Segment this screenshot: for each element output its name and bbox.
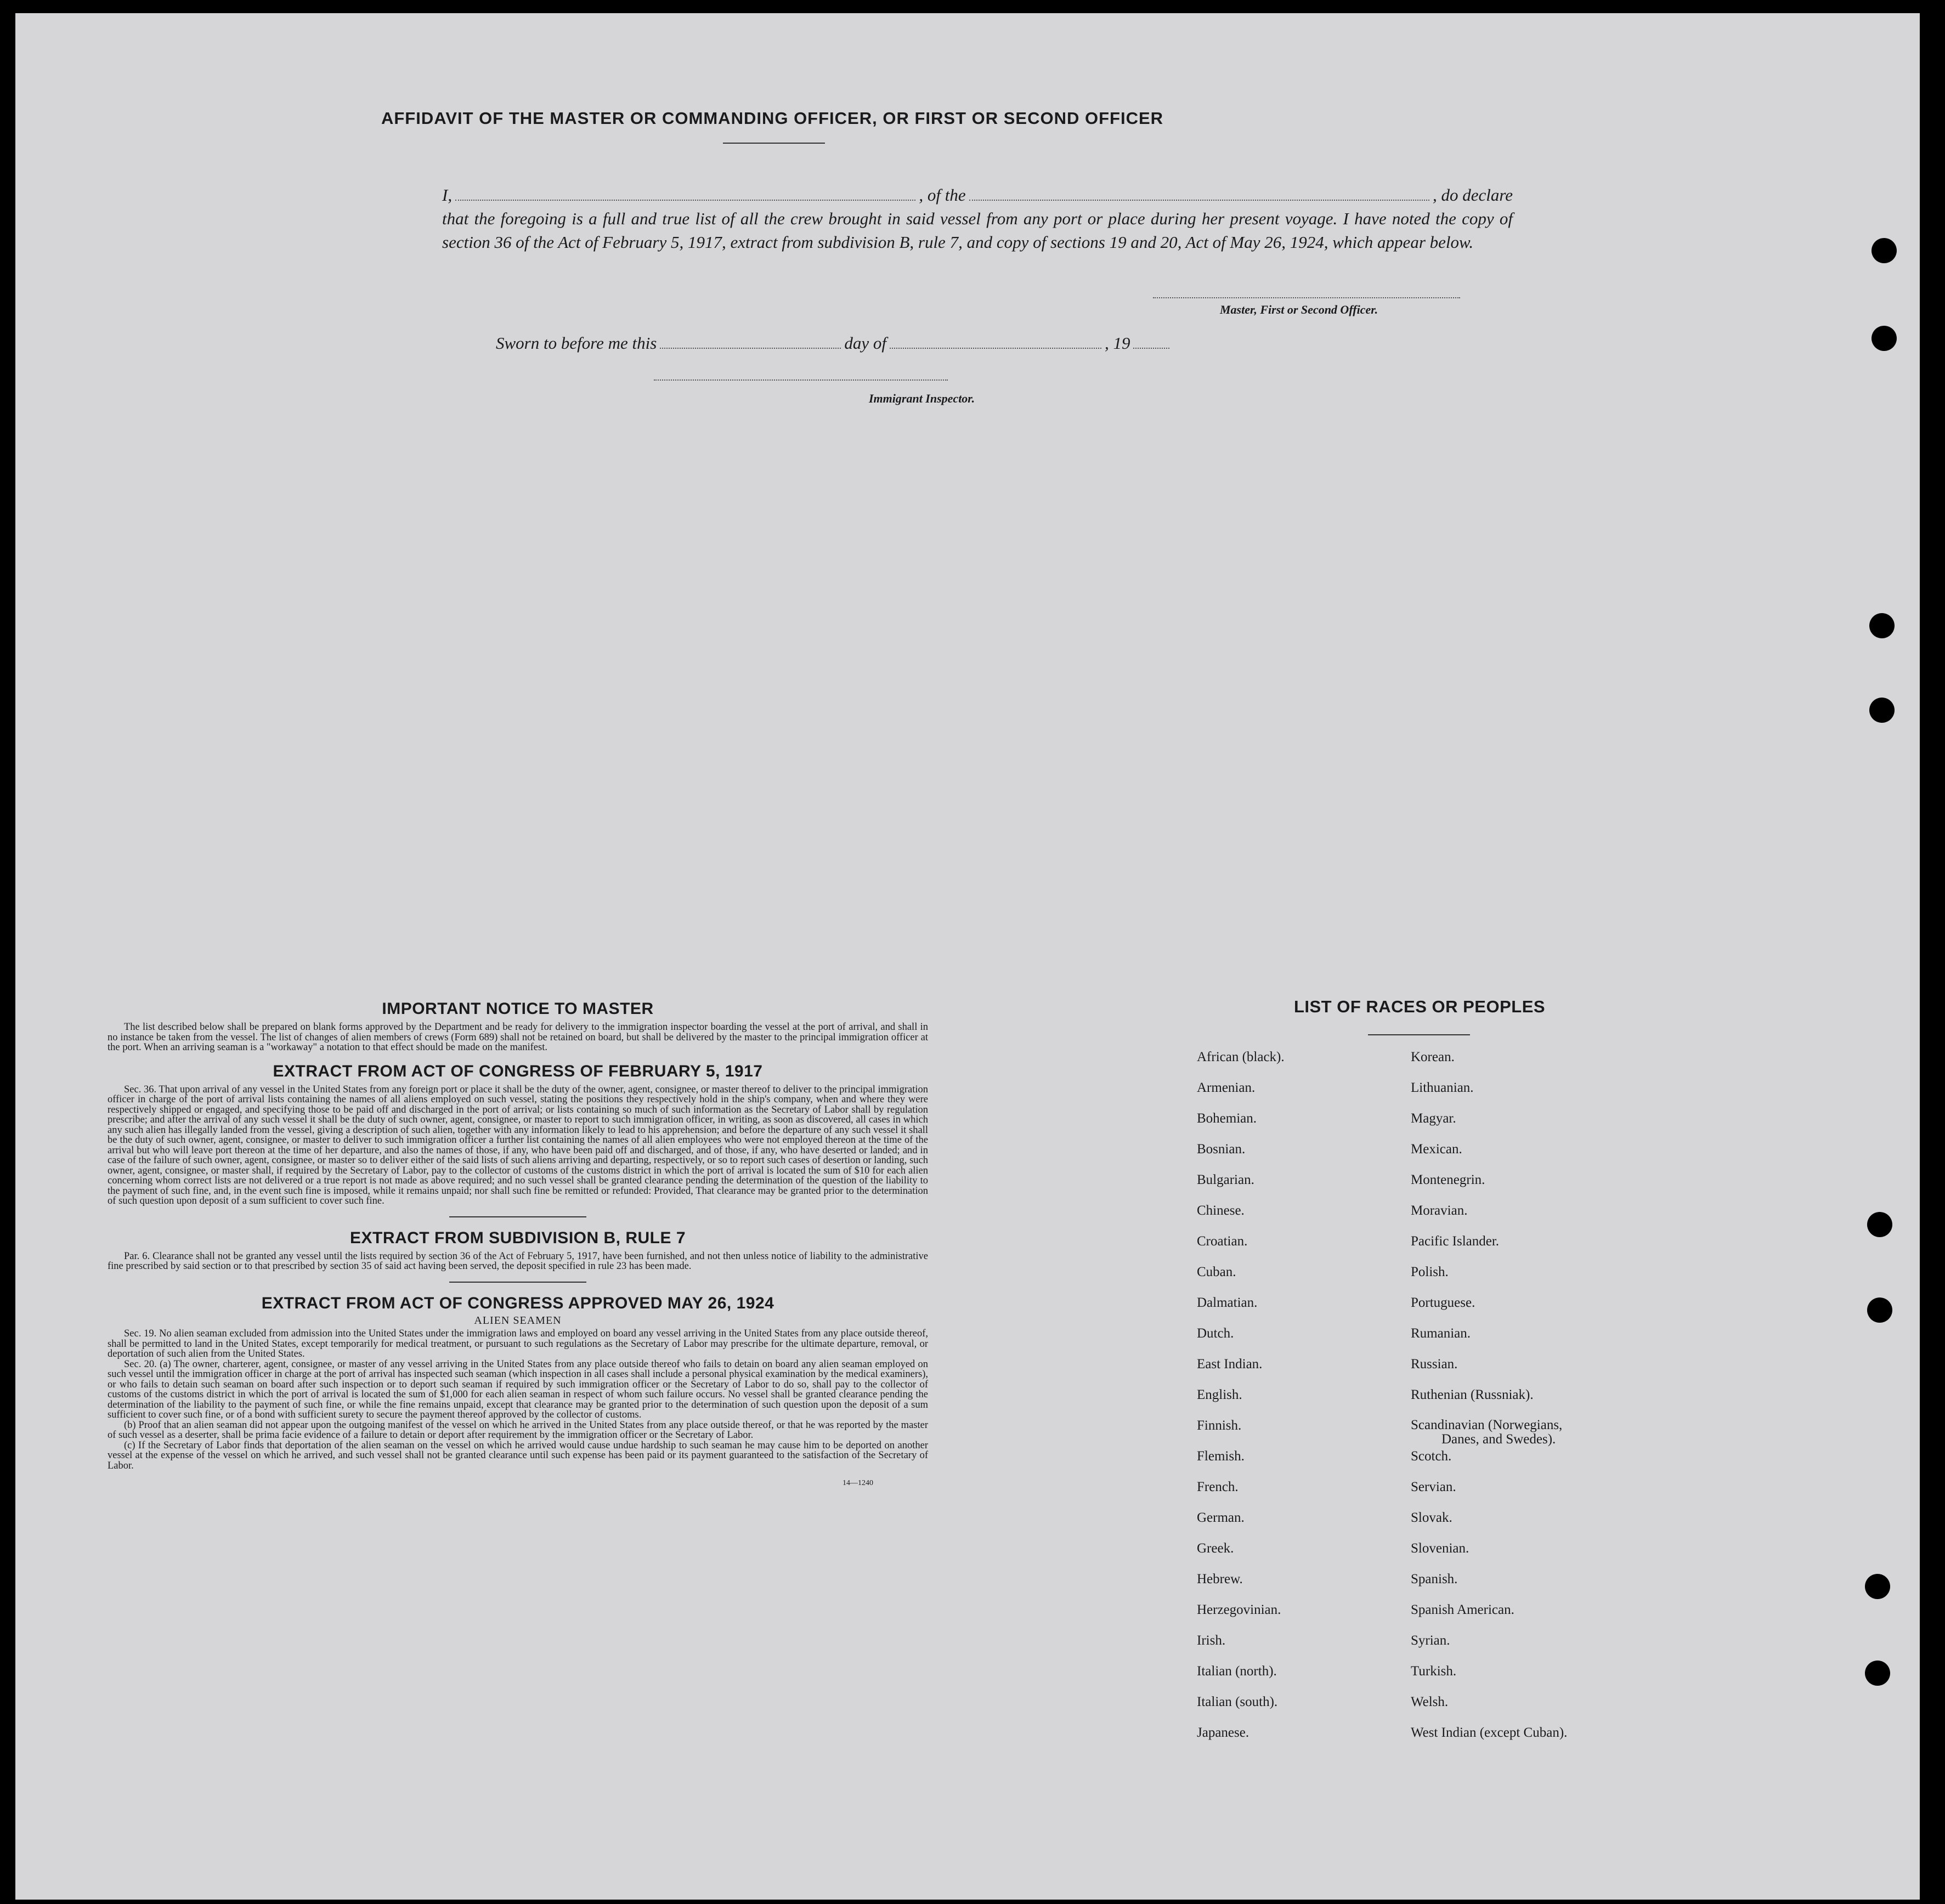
race-item: Pacific Islander. [1411, 1234, 1500, 1249]
affidavit-of-the-text: , of the [919, 185, 966, 205]
race-item: Cuban. [1197, 1265, 1236, 1279]
race-item: Flemish. [1197, 1449, 1245, 1464]
master-signature-label: Master, First or Second Officer. [1220, 303, 1378, 316]
extract-1924-title: EXTRACT FROM ACT OF CONGRESS APPROVED MAY 26, 1924 [261, 1294, 774, 1312]
extract-rule7-title: EXTRACT FROM SUBDIVISION B, RULE 7 [349, 1228, 686, 1247]
race-item: Slovenian. [1411, 1541, 1469, 1556]
races-title: LIST OF RACES OR PEOPLES [1293, 997, 1546, 1016]
race-item: German. [1197, 1510, 1245, 1525]
notice-title: IMPORTANT NOTICE TO MASTER [382, 1000, 654, 1018]
race-item: Servian. [1411, 1480, 1456, 1494]
punch-hole [1872, 326, 1897, 351]
race-item: Armenian. [1197, 1080, 1256, 1095]
extract-1924-sec20b: (b) Proof that an alien seaman did not appear upon the outgoing manifest of the vessel on which he arrived in the United States from any place outside thereof, or that he was reported by the master of such vessel as a deserter, shall be prima facie evidence of a failure to detain or deport after requirement by the immigration officer or the Secretary of Labor. [108, 1419, 928, 1441]
races-title-divider [1368, 1034, 1470, 1035]
inspector-signature-line[interactable] [654, 379, 948, 381]
extract-1924-sec20c: (c) If the Secretary of Labor finds that deportation of the alien seaman on the vessel on which he arrived would cause undue hardship to such seaman he may cause him to be deported on another vessel at the expense of the vessel on which he arrived, and such vessel shall not be granted clearance until such expense has been paid or its payment guaranteed to the satisfaction of the Secretary of Labor. [108, 1440, 928, 1471]
race-item: Japanese. [1197, 1725, 1249, 1740]
punch-hole [1867, 1212, 1892, 1237]
affidavit-body [442, 183, 1513, 254]
race-item: Ruthenian (Russniak). [1411, 1387, 1534, 1402]
race-item-line: Danes, and Swedes). [1441, 1432, 1556, 1447]
sworn-prefix: Sworn to before me this [496, 333, 657, 353]
document-page [15, 13, 1920, 1900]
sworn-day-text: day of [844, 333, 886, 353]
race-item: Moravian. [1411, 1203, 1468, 1218]
section-divider [449, 1282, 586, 1283]
section-divider [449, 1216, 586, 1217]
vessel-blank[interactable] [969, 186, 1429, 201]
extract-1924-sec19: Sec. 19. No alien seaman excluded from admission into the United States under the immigration laws and employed on board any vessel arriving in the United States from any place outside thereof, shall be permitted to land in the United States, except temporarily for medical treatment, or pursuant to such regulations as the Secretary of Labor may prescribe for the ultimate departure, removal, or deportation of such alien from the United States. [108, 1328, 928, 1359]
extract-1917-text: Sec. 36. That upon arrival of any vessel in the United States from any foreign port or place it shall be the duty of the owner, agent, consignee, or master thereof to deliver to the principal immigration officer in charge of the port of arrival lists containing the names of all aliens employed on such vessel, stating the positions they respectively hold in the ship's company, when and where they were respectively shipped or engaged, and specifying those to be paid off and discharged in the port of arrival; or lists containing so much of such information as the Secretary of Labor shall by regulation prescribe; and after the arrival of any such vessel it shall be the duty of such owner, agent, consignee, or master to report to such immigration officer, in writing, as soon as discovered, all cases in which any such alien has illegally landed from the vessel, giving a description of such alien, together with any information likely to lead to his apprehension; and before the departure of any such vessel it shall be the duty of such owner, agent, consignee, or master to deliver to such immigration officer a further list containing the names of all alien employees who were not employed thereon at the time of the arrival but who will leave port thereon at the time of her departure, and also the names of those, if any, who have been paid off and discharged, and of those, if any, who have deserted or landed; and in case of the failure of such owner, agent, consignee, or master so to deliver either of the said lists of such aliens arriving and departing, respectively, or so to report such cases of desertion or landing, such owner, agent, consignee, or master shall, if required by the Secretary of Labor, pay to the collector of customs of the customs district in which the port of arrival is located the sum of $10 for each alien concerning whom correct lists are not delivered or a true report is not made as above required; and no such vessel shall be granted clearance pending the determination of the question of the liability to the payment of such fine, and, in the event such fine is imposed, while it remains unpaid; nor shall such fine be remitted or refunded: Provided, That clearance may be granted prior to the determination of such question upon deposit of a sum sufficient to cover such fine. [108, 1084, 928, 1206]
name-blank[interactable] [455, 186, 915, 201]
race-item: Croatian. [1197, 1234, 1248, 1249]
race-item: French. [1197, 1480, 1239, 1494]
race-item: Bulgarian. [1197, 1172, 1254, 1187]
sworn-month-blank[interactable] [890, 335, 1101, 349]
race-item: Korean. [1411, 1050, 1455, 1064]
race-item: Turkish. [1411, 1664, 1457, 1679]
sworn-day-blank[interactable] [660, 335, 841, 349]
race-item: Chinese. [1197, 1203, 1245, 1218]
race-item: Spanish. [1411, 1572, 1458, 1586]
affidavit-title: AFFIDAVIT OF THE MASTER OR COMMANDING OFFICER, OR FIRST OR SECOND OFFICER [381, 109, 1164, 128]
form-number: 14—1240 [843, 1479, 873, 1487]
race-item: Portuguese. [1411, 1295, 1475, 1310]
race-item: English. [1197, 1387, 1242, 1402]
sworn-year-text: , 19 [1104, 333, 1130, 353]
race-item: Herzegovinian. [1197, 1602, 1281, 1617]
race-item: Lithuanian. [1411, 1080, 1474, 1095]
race-item: Magyar. [1411, 1111, 1456, 1126]
affidavit-i-text: I, [442, 185, 453, 205]
race-item: Dutch. [1197, 1326, 1234, 1341]
race-item: Dalmatian. [1197, 1295, 1258, 1310]
affidavit-declare-text: , do declare [1432, 185, 1513, 205]
inspector-signature-label: Immigrant Inspector. [869, 392, 975, 405]
race-item: Polish. [1411, 1265, 1449, 1279]
race-item [1411, 1418, 1567, 1449]
title-divider [723, 143, 825, 144]
race-item: Montenegrin. [1411, 1172, 1485, 1187]
extract-1917-title: EXTRACT FROM ACT OF CONGRESS OF FEBRUARY 5, 1917 [273, 1062, 763, 1080]
race-item: Slovak. [1411, 1510, 1452, 1525]
race-item: Rumanian. [1411, 1326, 1471, 1341]
race-item: Italian (north). [1197, 1664, 1277, 1679]
race-item: Scotch. [1411, 1449, 1452, 1464]
race-item: Bohemian. [1197, 1111, 1257, 1126]
punch-hole [1867, 1297, 1892, 1323]
race-item-line: Scandinavian (Norwegians, [1411, 1418, 1563, 1432]
extract-rule7-text: Par. 6. Clearance shall not be granted any vessel until the lists required by section 36 of the Act of February 5, 1917, have been furnished, and not then unless notice of liability to the administrative fine prescribed by said section or to that prescribed by section 35 of said act having been served, the deposit specified in rule 23 has been made. [108, 1250, 928, 1272]
affidavit-statement: that the foregoing is a full and true list of all the crew brought in said vessel from any port or place during her present voyage. I have noted the copy of section 36 of the Act of February 5, 1917, extract from subdivision B, rule 7, and copy of sections 19 and 20, Act of May 26, 1924, which appear below. [442, 209, 1513, 252]
race-item: African (black). [1197, 1050, 1285, 1064]
punch-hole [1872, 238, 1897, 263]
race-item: East Indian. [1197, 1357, 1263, 1372]
race-item: Greek. [1197, 1541, 1234, 1556]
extract-1924-subtitle: ALIEN SEAMEN [474, 1314, 562, 1327]
race-item: Hebrew. [1197, 1572, 1243, 1586]
race-item: Italian (south). [1197, 1695, 1278, 1709]
race-item: Spanish American. [1411, 1602, 1514, 1617]
punch-hole [1869, 613, 1895, 638]
punch-hole [1869, 698, 1895, 723]
race-item: Syrian. [1411, 1633, 1450, 1648]
race-item: Welsh. [1411, 1695, 1449, 1709]
master-signature-line[interactable] [1153, 297, 1460, 298]
race-item: Finnish. [1197, 1418, 1242, 1433]
race-item: Mexican. [1411, 1142, 1462, 1157]
race-item: West Indian (except Cuban). [1411, 1725, 1568, 1740]
races-left-column [1197, 1050, 1285, 1756]
race-item: Russian. [1411, 1357, 1458, 1372]
punch-hole [1865, 1661, 1890, 1686]
extract-1924-sec20a: Sec. 20. (a) The owner, charterer, agent, consignee, or master of any vessel arriving in the United States from any place outside thereof who fails to detain on board any alien seaman employed on such vessel until the immigration officer in charge at the port of arrival has inspected such seaman (which inspection in all cases shall include a personal physical examination by the medical examiners), or who fails to detain such seaman on board after such inspection or to deport such seaman if required by such immigration officer or the Secretary of Labor to do so, shall pay to the collector of customs of the customs district in which the port of arrival is located the sum of $1,000 for each alien seaman in respect of whom such failure occurs. No vessel shall be granted clearance pending the determination of the liability to the payment of such fine, or while the fine remains unpaid, except that clearance may be granted prior to the determination of such question upon the deposit of a sum sufficient to cover such fine, or of a bond with sufficient surety to secure the payment thereof approved by the collector of customs. [108, 1358, 928, 1420]
punch-hole [1865, 1574, 1890, 1599]
sworn-line [496, 333, 1253, 353]
races-right-column [1411, 1050, 1567, 1756]
notice-text: The list described below shall be prepared on blank forms approved by the Department and be ready for delivery to the immigration inspector boarding the vessel at the port of arrival, and shall in no instance be taken from the vessel. The list of changes of alien members of crews (Form 689) shall not be retained on board, but shall be delivered by the master to the principal immigration officer at the port. When an arriving seaman is a "workaway" a notation to that effect should be made on the manifest. [108, 1022, 928, 1053]
notices-column [108, 999, 928, 1489]
race-item: Bosnian. [1197, 1142, 1246, 1157]
sworn-year-blank[interactable] [1133, 335, 1169, 349]
race-item: Irish. [1197, 1633, 1226, 1648]
affidavit-declarant-line [442, 183, 1513, 207]
